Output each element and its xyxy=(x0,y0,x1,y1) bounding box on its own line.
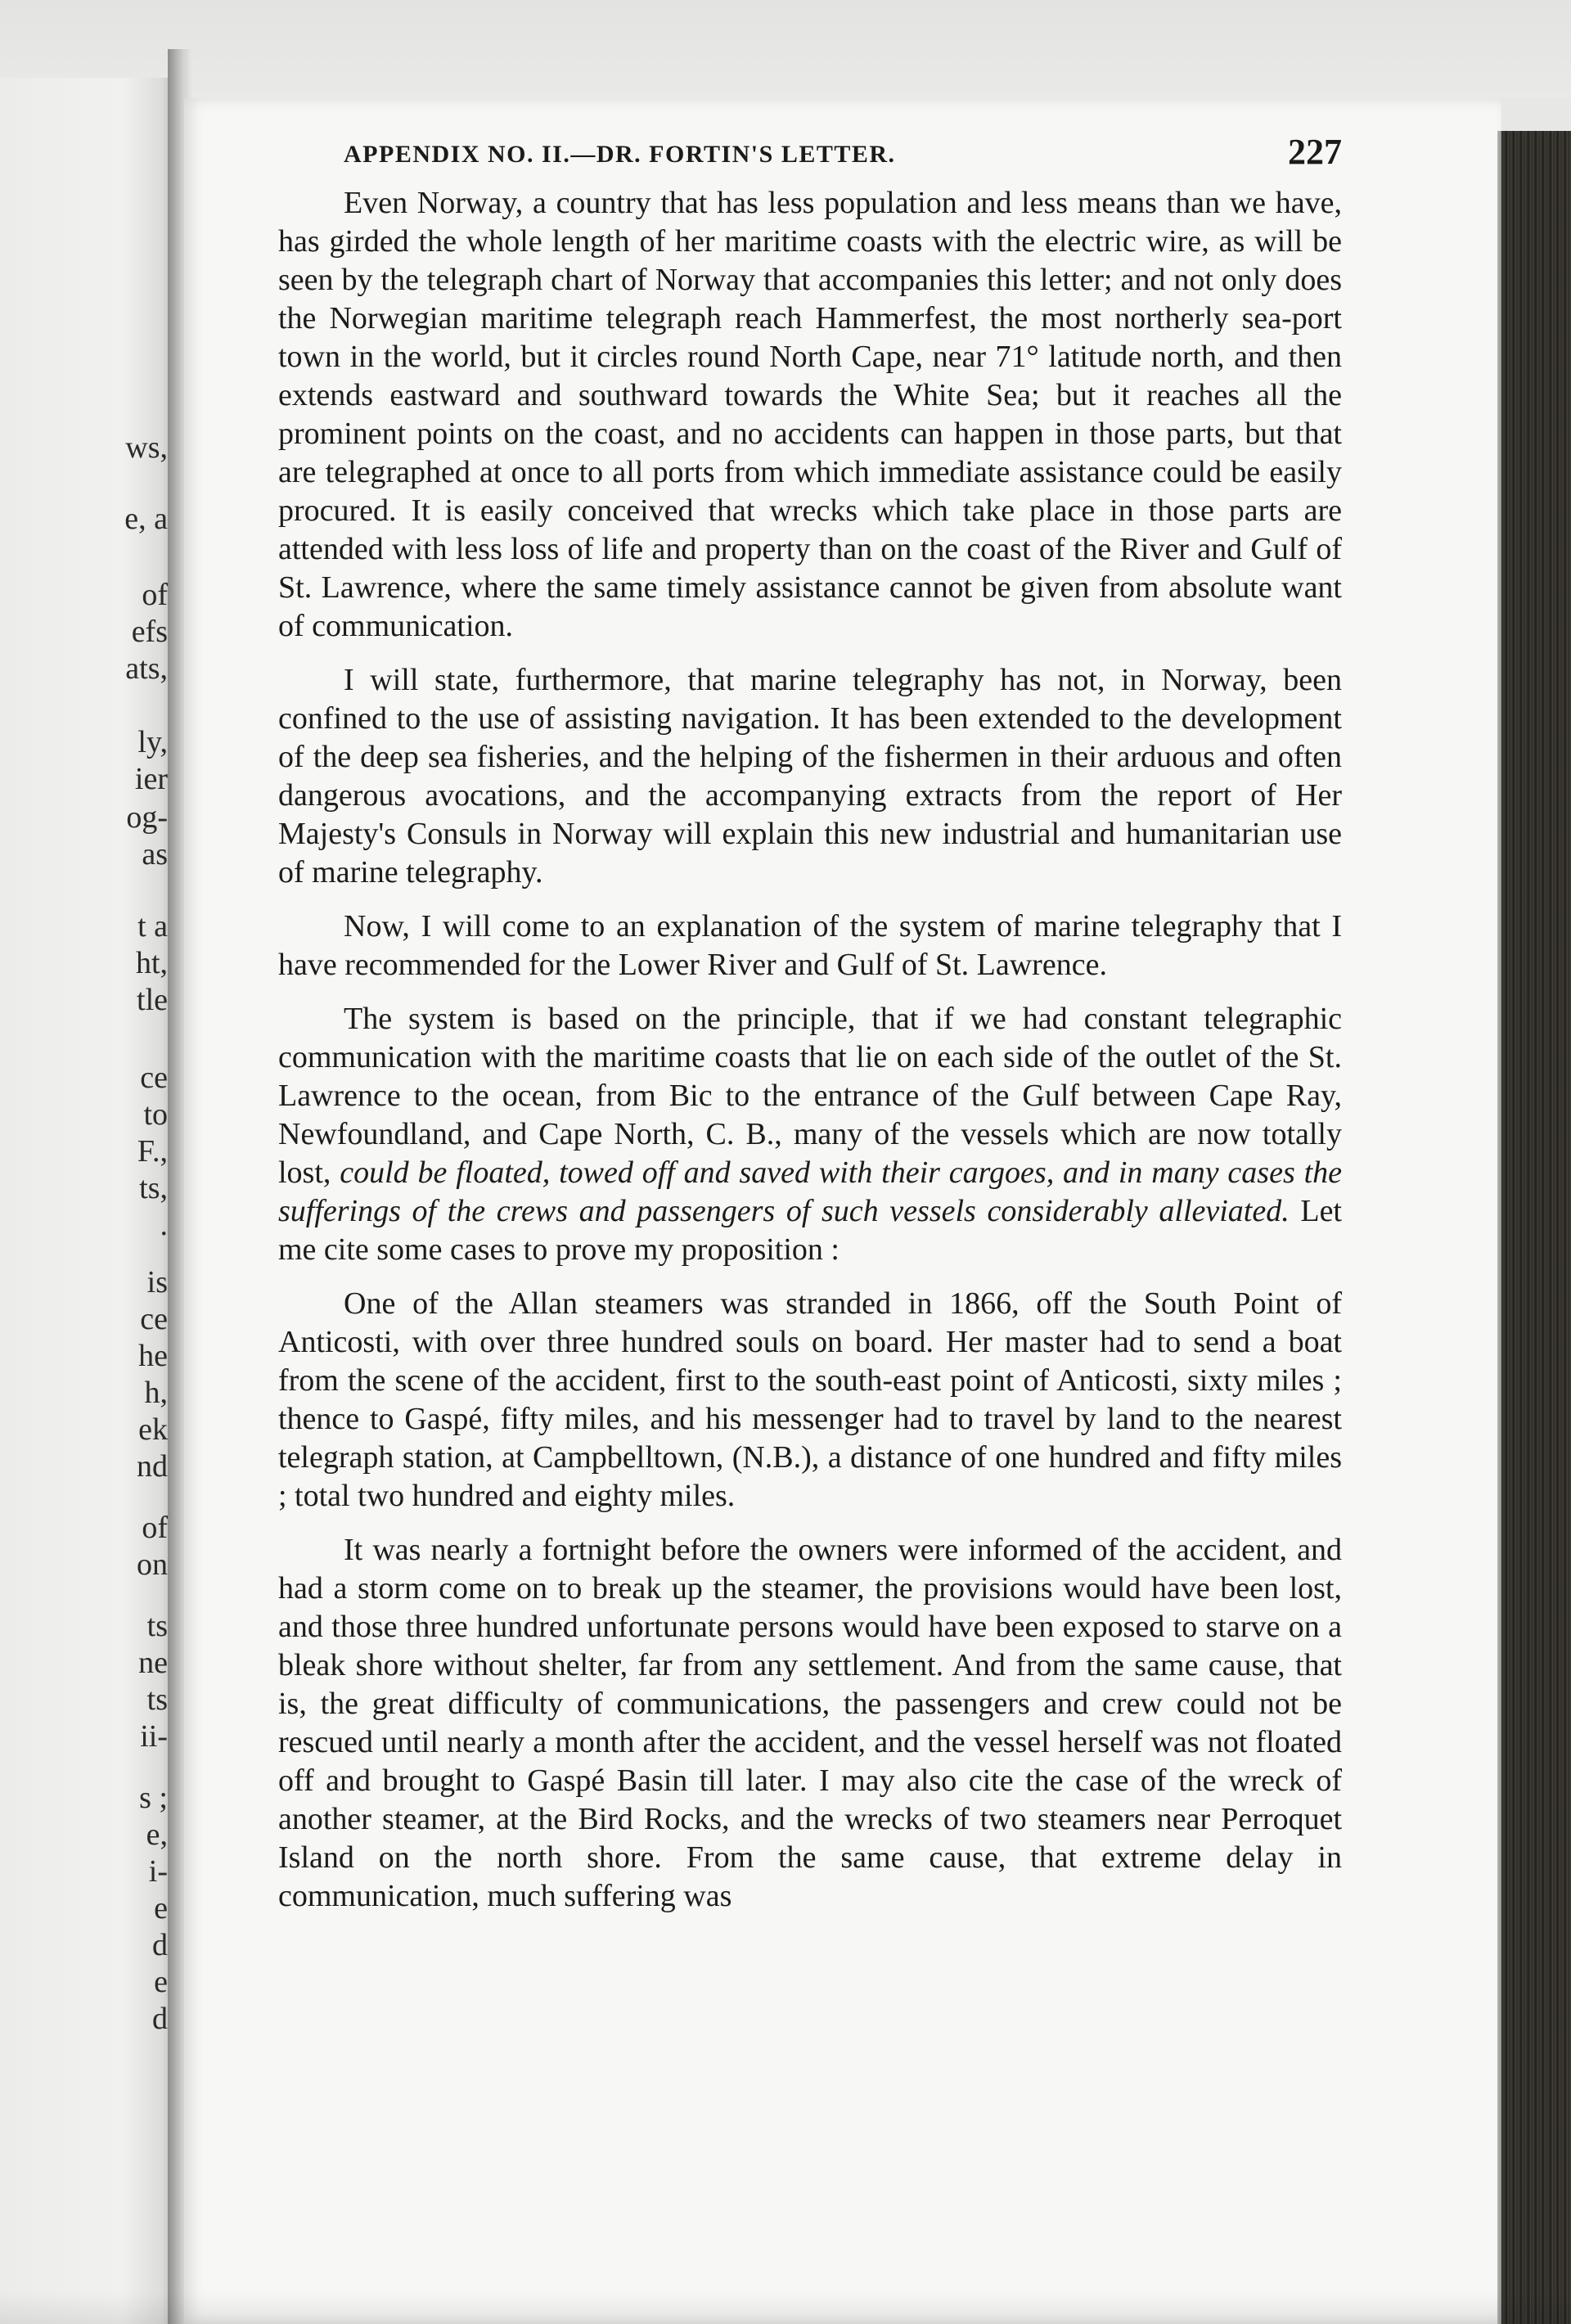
text-segment: Let me cite some cases to prove my proposition : xyxy=(278,1194,1342,1267)
left-page-line-fragment: h, xyxy=(144,1376,168,1410)
left-page-line-fragment: d xyxy=(152,2002,168,2036)
body-paragraph xyxy=(278,184,1342,646)
page-number: 227 xyxy=(1288,132,1342,172)
text-segment: One of the Allan steamers was stranded in 1866, off the South Point of Anticosti, with over three hundred souls on board. Her master had to send a boat from the scene of the accident, first to the south-east point of Anticosti, sixty miles ; thence to Gaspé, fifty miles, and his messenger had to travel by land to the nearest telegraph station, at Campbelltown, (N.B.), a distance of one hundred and fifty miles ; total two hundred and eighty miles. xyxy=(278,1286,1342,1513)
left-page-line-fragment: ts xyxy=(146,1682,168,1717)
running-head: APPENDIX NO. II.—DR. FORTIN'S LETTER. xyxy=(344,141,896,168)
left-page-line-fragment: d xyxy=(152,1928,168,1962)
left-page-line-fragment: as xyxy=(142,837,168,872)
left-page-line-fragment: ts xyxy=(146,1609,168,1643)
left-page-line-fragment: F., xyxy=(137,1134,168,1169)
text-segment: I will state, furthermore, that marine telegraphy has not, in Norway, been confined to the use of assisting navigation. It has been extended to the development of the deep sea fisheries, and the helping of the fishermen in their arduous and often dangerous avocations, and the accompanying extracts from the report of Her Majesty's Consuls in Norway will explain this new industrial and humanitarian use of marine telegraphy. xyxy=(278,663,1342,890)
left-page-line-fragment: of xyxy=(142,1511,168,1545)
page-body-text xyxy=(278,184,1342,1931)
book-page-edges xyxy=(1501,131,1571,2324)
left-page-line-fragment: ce xyxy=(140,1302,168,1336)
left-page-line-fragment: efs xyxy=(131,615,168,649)
left-page-line-fragment: ier xyxy=(134,762,168,796)
left-page-line-fragment: e xyxy=(154,1891,168,1925)
body-paragraph xyxy=(278,1000,1342,1269)
body-paragraph xyxy=(278,1285,1342,1516)
left-page-line-fragment: ats, xyxy=(125,651,168,686)
left-page-line-fragment: ly, xyxy=(137,725,168,759)
body-paragraph xyxy=(278,661,1342,892)
left-page-line-fragment: ek xyxy=(138,1412,168,1447)
left-page-line-fragment: ts, xyxy=(139,1171,168,1205)
body-paragraph xyxy=(278,1531,1342,1916)
left-page-line-fragment: s ; xyxy=(139,1781,168,1815)
left-page-line-fragment: t a xyxy=(137,909,168,944)
top-shadow xyxy=(0,0,1571,98)
text-segment: The system is based on the principle, that if we had constant telegraphic communication with the maritime coasts that lie on each side of the outlet of the St. Lawrence to the ocean, from Bic to the entrance of the Gulf between Cape Ray, Newfoundland, and Cape North, C. B., many of the vessels which are now totally lost, xyxy=(278,1002,1342,1190)
left-page-line-fragment: of xyxy=(142,578,168,612)
left-page-line-fragment: ne xyxy=(138,1646,168,1680)
body-paragraph xyxy=(278,908,1342,984)
italic-text-segment: could be floated, towed off and saved with their cargoes, and in many cases the sufferings of the crews and passengers of such vessels considerably alleviated. xyxy=(278,1155,1342,1228)
left-page-line-fragment: ii- xyxy=(140,1719,168,1754)
left-page-line-fragment: nd xyxy=(137,1449,168,1484)
left-page-line-fragment: on xyxy=(137,1547,168,1582)
left-page-line-fragment: ce xyxy=(140,1061,168,1095)
left-page-line-fragment: og- xyxy=(126,800,168,835)
left-page-line-fragment: to xyxy=(143,1097,168,1132)
left-page-line-fragment: is xyxy=(146,1265,168,1299)
left-page-line-fragment: e, xyxy=(146,1817,168,1852)
left-page-line-fragment: e xyxy=(154,1965,168,1999)
left-page-line-fragment: tle xyxy=(137,983,168,1017)
left-page-line-fragment: . xyxy=(160,1208,168,1242)
left-page-line-fragment: ht, xyxy=(135,946,168,980)
left-page-line-fragment: ws, xyxy=(125,430,168,465)
bottom-shadow xyxy=(0,2291,1571,2324)
left-page-line-fragment: he xyxy=(138,1339,168,1373)
text-segment: Now, I will come to an explanation of the system of marine telegraphy that I have recommended for the Lower River and Gulf of St. Lawrence. xyxy=(278,909,1342,982)
text-segment: Even Norway, a country that has less population and less means than we have, has girded the whole length of her maritime coasts with the electric wire, as will be seen by the telegraph chart of Norway that accompanies this letter; and not only does the Norwegian maritime telegraph reach Hammerfest, the most northerly sea-port town in the world, but it circles round North Cape, near 71° latitude north, and then extends eastward and southward towards the White Sea; but it reaches all the prominent points on the coast, and no accidents can happen in those parts, but that are telegraphed at once to all ports from which immediate assistance could be easily procured. It is easily conceived that wrecks which take place in those parts are attended with less loss of life and property than on the coast of the River and Gulf of St. Lawrence, where the same timely assistance cannot be given from absolute want of communication. xyxy=(278,186,1342,643)
text-segment: It was nearly a fortnight before the owners were informed of the accident, and had a storm come on to break up the steamer, the provisions would have been lost, and those three hundred unfortunate persons would have been exposed to starve on a bleak shore without shelter, far from any settlement. And from the same cause, that is, the great difficulty of communications, the passengers and crew could not be rescued until nearly a month after the accident, and the vessel herself was not floated off and brought to Gaspé Basin till later. I may also cite the case of the wreck of another steamer, at the Bird Rocks, and the wrecks of two steamers near Perroquet Island on the north shore. From the same cause, that extreme delay in communication, much suffering was xyxy=(278,1533,1342,1913)
left-page-line-fragment: e, a xyxy=(124,502,168,536)
left-page-line-fragment: i- xyxy=(148,1854,168,1889)
